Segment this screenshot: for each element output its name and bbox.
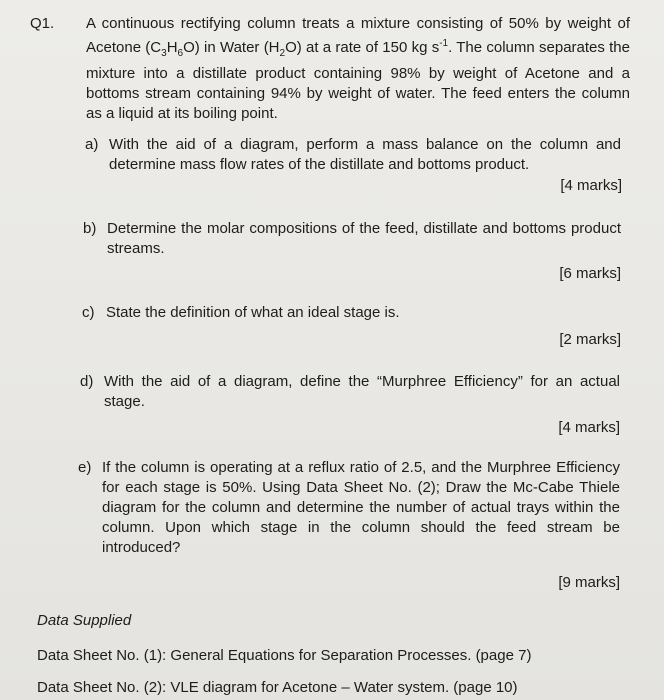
part-c (82, 303, 622, 323)
part-c-letter: c) (82, 304, 95, 321)
part-d-text: With the aid of a diagram, define the “Murphree Efficiency” for an actual stage. (104, 373, 620, 410)
part-b-marks: [6 marks] (559, 265, 621, 282)
part-a-text: With the aid of a diagram, perform a mass balance on the column and determine mass flow rates of the distillate and bottoms product. (109, 136, 621, 173)
part-b (83, 219, 621, 259)
part-d-letter: d) (80, 373, 94, 390)
data-sheet-1: Data Sheet No. (1): General Equations for Separation Processes. (page 7) (37, 647, 532, 664)
part-e-letter: e) (78, 459, 92, 476)
part-d-marks: [4 marks] (558, 419, 620, 436)
part-a (85, 135, 621, 175)
part-e-marks: [9 marks] (558, 574, 620, 591)
part-d (80, 372, 620, 412)
part-c-text: State the definition of what an ideal stage is. (106, 304, 400, 321)
question-number: Q1. (30, 15, 55, 32)
part-b-letter: b) (83, 220, 97, 237)
part-e-text: If the column is operating at a reflux ratio of 2.5, and the Murphree Efficiency for each stage is 50%. Using Data Sheet No. (2); Draw the Mc-Cabe Thiele diagram for the column and determine the number of actual trays within the column. Upon which stage in the column should the feed stream be introduced? (102, 459, 620, 556)
part-a-letter: a) (85, 136, 99, 153)
data-sheet-2: Data Sheet No. (2): VLE diagram for Acetone – Water system. (page 10) (37, 679, 518, 696)
question-intro: A continuous rectifying column treats a mixture consisting of 50% by weight of Acetone $(C_3H_6O)$ in Water $(H_2O)$ at a rate of 150 kg $s^{-1}$. The column separates the mixture into a distillate product containing 98% by weight of Acetone and a bottoms stream containing 94% by weight of water. The feed enters the column as a liquid at its boiling point. (86, 15, 630, 122)
part-a-marks: [4 marks] (560, 177, 622, 194)
part-b-text: Determine the molar compositions of the feed, distillate and bottoms product streams. (107, 220, 621, 257)
data-supplied-heading: Data Supplied (37, 612, 132, 629)
part-c-marks: [2 marks] (559, 331, 621, 348)
part-e (78, 458, 620, 558)
question-block (30, 14, 630, 124)
